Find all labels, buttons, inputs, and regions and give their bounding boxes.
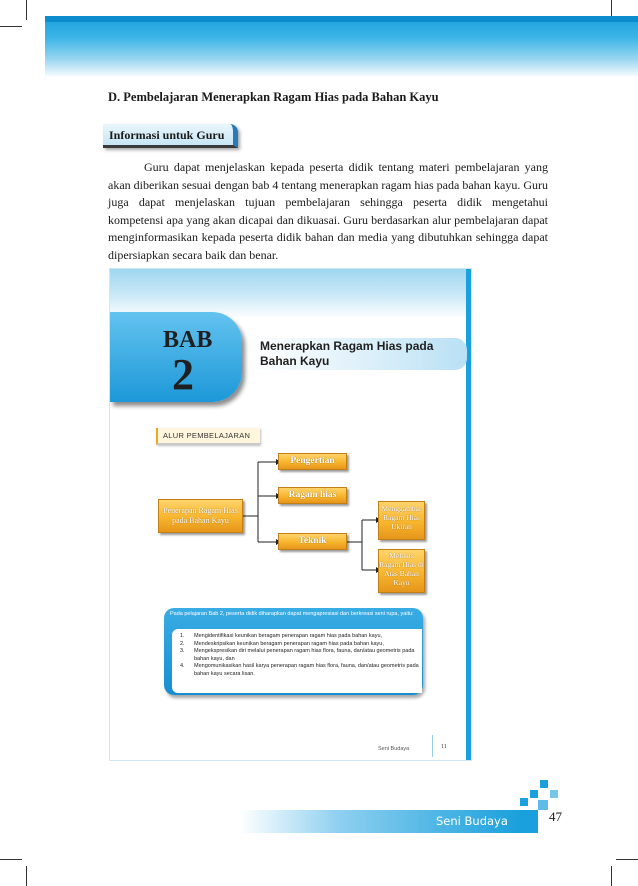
embedded-page-number: 11 xyxy=(441,744,447,750)
footer-pixel-decoration xyxy=(538,800,548,810)
crop-mark xyxy=(26,0,27,20)
footer-pixel-decoration xyxy=(520,798,528,806)
page-number: 47 xyxy=(549,809,562,824)
learning-flow-label: ALUR PEMBELAJARAN xyxy=(163,431,251,440)
chapter-number: 2 xyxy=(172,350,194,399)
embedded-page-number-box xyxy=(432,735,462,757)
flow-node-pengertian: Pengertian xyxy=(278,453,347,470)
footer-pixel-decoration xyxy=(530,790,538,798)
footer-label: Seni Budaya xyxy=(436,814,508,828)
flow-node-ragam-hias: Ragam hias xyxy=(278,487,347,504)
embedded-page-image xyxy=(109,268,472,761)
footer-pixel-decoration xyxy=(520,810,538,833)
crop-mark xyxy=(26,866,27,886)
info-label-tab xyxy=(103,124,238,148)
crop-mark xyxy=(616,859,638,860)
flow-node-teknik: Teknik xyxy=(278,533,347,550)
chapter-title: Menerapkan Ragam Hias pada Bahan Kayu xyxy=(260,339,434,368)
crop-mark xyxy=(611,866,612,886)
info-paragraph: Guru dapat menjelaskan kepada peserta didik tentang materi pembelajaran yang akan diberikan sesuai dengan bab 4 tentang menerapkan ragam hias pada bahan kayu. Guru juga dapat menjelaskan tujuan pembelajaran sehingga peserta didik mengetahui kompetensi apa yang akan dicapai dan dikuasai. Guru berdasarkan alur pembelajaran dapat menginformasikan kepada peserta didik bahan dan media yang dibutuhkan sehingga dapat dipersiapkan secara baik dan benar. xyxy=(108,160,548,262)
crop-mark xyxy=(0,26,22,27)
flow-node-melukis: Melukis Ragam Hias di Atas Bahan Kayu xyxy=(378,549,425,593)
flow-node-menggambar: Menggambar Ragam Hias Ukiran xyxy=(378,501,425,540)
footer-pixel-decoration xyxy=(550,790,558,798)
list-item: 1. Mengidentifikasi keunikan beragam penerapan ragam hias pada bahan kayu, xyxy=(180,633,383,639)
learning-goals-list xyxy=(180,633,420,679)
crop-mark xyxy=(0,859,22,860)
footer-pixel-decoration xyxy=(540,780,548,788)
chapter-word: BAB xyxy=(163,327,213,353)
section-heading: D. Pembelajaran Menerapkan Ragam Hias pada Bahan Kayu xyxy=(108,90,439,104)
header-band xyxy=(45,16,638,78)
info-label: Informasi untuk Guru xyxy=(109,128,225,142)
header-band-edge xyxy=(45,16,638,22)
embedded-footer-label: Seni Budaya xyxy=(378,746,410,752)
list-item: 4. Mengomunikasikan hasil karya penerapan ragam hias flora, fauna, dan/atau geometris pada bahan kayu secara lisan. xyxy=(180,663,419,677)
list-item: 2. Mendeskripsikan keunikan beragam penerapan ragam hias pada bahan kayu, xyxy=(180,640,384,647)
learning-goals-intro: Pada pelajaran Bab 2, peserta didik diharapkan dapat mengapresiasi dan berkreasi seni rupa, yaitu: xyxy=(170,611,414,617)
flow-node-main: Penerapan Ragam Hias pada Bahan Kayu xyxy=(158,499,243,533)
list-item: 3. Mengekspresikan diri melalui penerapan ragam hias flora, fauna, dan/atau geometris pada bahan kayu, dan xyxy=(180,648,415,662)
